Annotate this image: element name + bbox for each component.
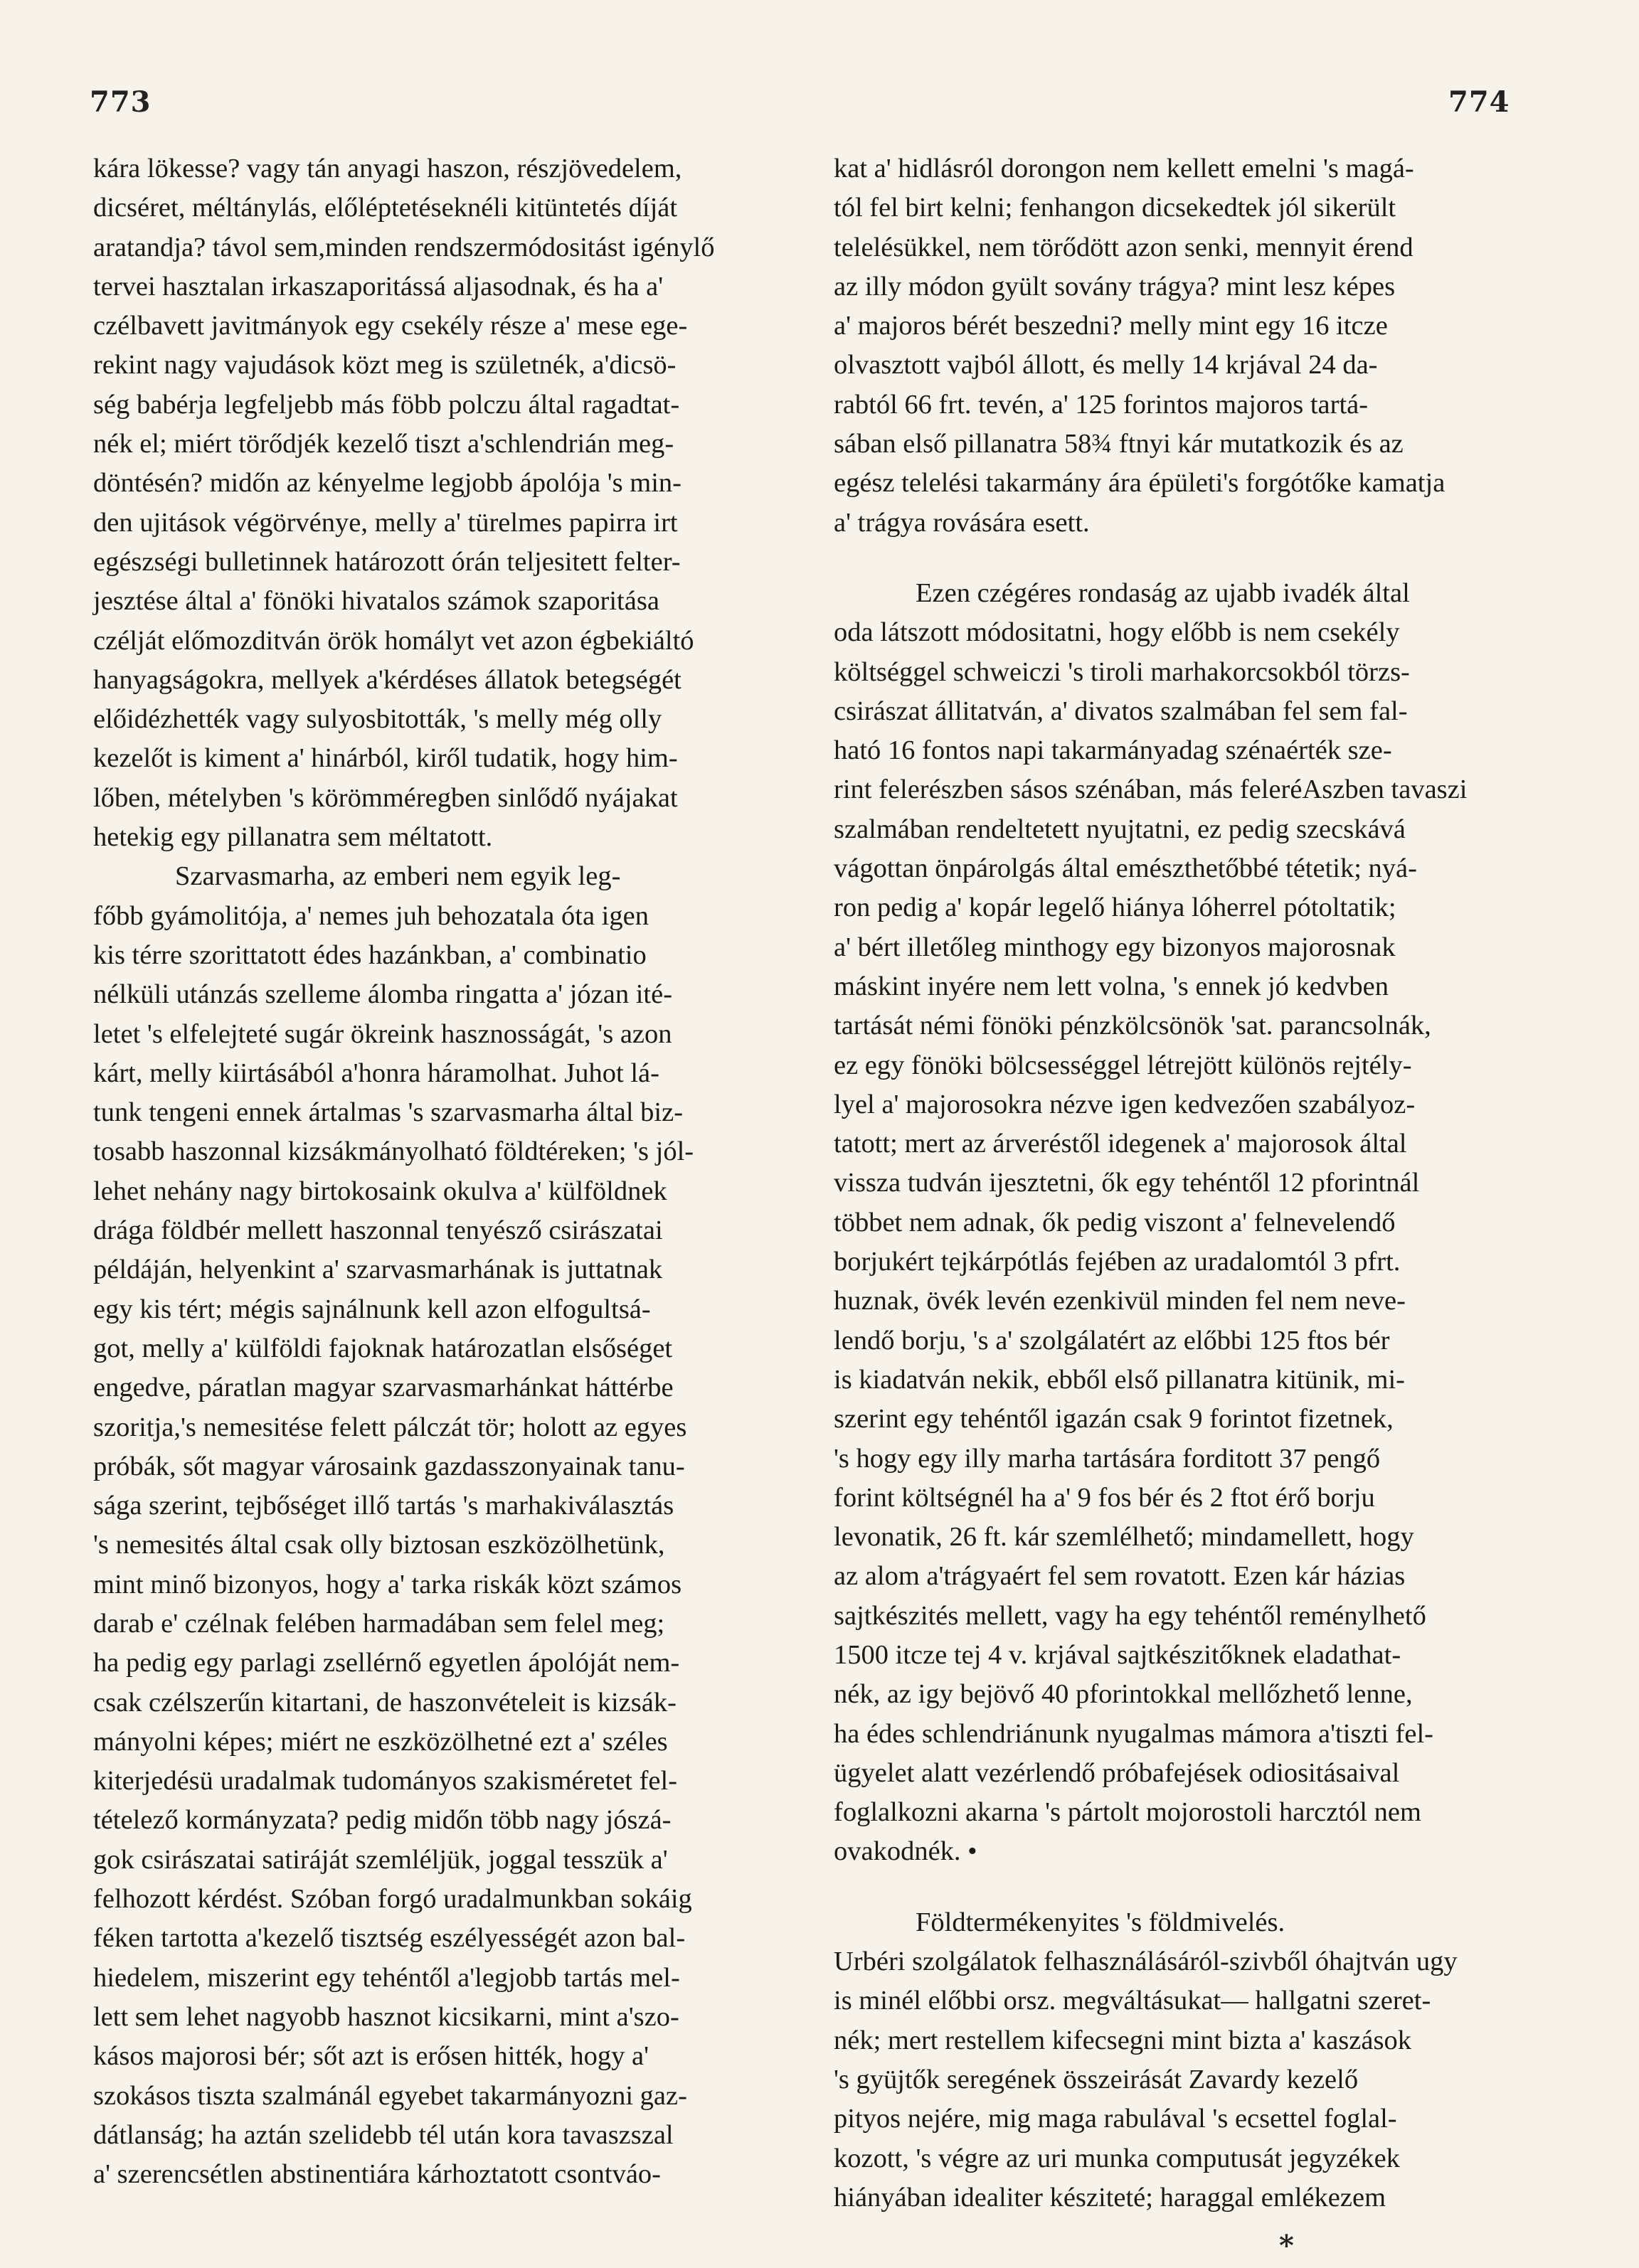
text-line: egész telelési takarmány ára épületi's forgótőke kamatja	[834, 468, 1446, 499]
text-line: tunk tengeni ennek ártalmas 's szarvasmarha által biz-	[93, 1097, 684, 1128]
text-line: egy kis tért; mégis sajnálnunk kell azon elfogultsá-	[93, 1294, 651, 1324]
text-line: a' bért illetőleg minthogy egy bizonyos majorosnak	[834, 932, 1396, 962]
text-line: példáján, helyenkint a' szarvasmarhának is juttatnak	[93, 1255, 663, 1285]
page-number-left: 773	[90, 85, 152, 119]
text-line: előidézhették vagy sulyosbitották, 's melly még olly	[93, 704, 662, 735]
text-line: telelésükkel, nem törődött azon senki, mennyit érend	[834, 232, 1413, 262]
text-line: tételező kormányzata? pedig midőn több nagy jószá-	[93, 1805, 672, 1836]
text-line: forint költségnél ha a' 9 fos bér és 2 ftot érő borju	[834, 1482, 1375, 1513]
text-line: borjukért tejkárpótlás fejében az uradalomtól 3 pfrt.	[834, 1247, 1401, 1277]
text-line: rint felerészben sásos szénában, más feleréAszben tavaszi	[834, 774, 1468, 805]
text-line: az alom a'trágyaért fel sem rovatott. Ezen kár házias	[834, 1561, 1406, 1592]
text-line: ez egy fönöki bölcsességgel létrejött különös rejtély-	[834, 1050, 1412, 1080]
text-line: nék; mert restellem kifecsegni mint bizta a' kaszások	[834, 2025, 1411, 2055]
text-line: főbb gyámolitója, a' nemes juh behozatala óta igen	[93, 900, 649, 931]
text-line: 's gyüjtők seregének összeirását Zavardy kezelő	[834, 2064, 1359, 2094]
text-line: got, melly a' külföldi fajoknak határozatlan elsőséget	[93, 1333, 673, 1363]
text-line: 1500 itcze tej 4 v. krjával sajtkészitőknek eladathat-	[834, 1639, 1401, 1670]
text-line: dicséret, méltánylás, előléptetéseknéli kitüntetés díját	[93, 193, 678, 223]
text-line: költséggel schweiczi 's tiroli marhakorcsokból törzs-	[834, 656, 1410, 687]
text-line: hanyagságokra, mellyek a'kérdéses állatok betegségét	[93, 664, 681, 695]
text-line: lehet nehány nagy birtokosaink okulva a' külföldnek	[93, 1176, 667, 1206]
text-line: máskint inyére nem lett volna, 's ennek jó kedvben	[834, 971, 1389, 1001]
text-line: huznak, övék levén ezenkivül minden fel nem neve-	[834, 1286, 1406, 1316]
text-line: aratandja? távol sem,minden rendszermódositást igénylő	[93, 232, 715, 262]
text-line: lőben, mételyben 's körömméregben sinlődő nyájakat	[93, 782, 678, 813]
text-line: ha pedig egy parlagi zsellérnő egyetlen ápolóját nem-	[93, 1648, 680, 1678]
text-line: ha édes schlendriánunk nyugalmas mámora a'tiszti fel-	[834, 1718, 1433, 1749]
text-line: Ezen czégéres rondaság az ujabb ivadék által	[916, 577, 1410, 608]
text-line: is minél előbbi orsz. megváltásukat— hallgatni szeret-	[834, 1986, 1431, 2016]
text-line: nélküli utánzás szelleme álomba ringatta a' józan ité-	[93, 979, 673, 1010]
signature-mark: *	[1279, 2229, 1294, 2262]
text-line: kozott, 's végre az uri munka computusát jegyzékek	[834, 2143, 1400, 2173]
text-line: Földtermékenyites 's földmivelés.	[916, 1907, 1285, 1937]
text-line: levonatik, 26 ft. kár szemlélhető; mindamellett, hogy	[834, 1522, 1414, 1553]
text-line: drága földbér mellett haszonnal tenyésző csirászatai	[93, 1215, 663, 1246]
text-line: lendő borju, 's a' szolgálatért az előbbi 125 ftos bér	[834, 1325, 1390, 1356]
text-line: nék, az igy bejövő 40 pforintokkal mellőzhető lenne,	[834, 1679, 1413, 1710]
text-line: tosabb haszonnal kizsákmányolható földtéreken; 's jól-	[93, 1136, 694, 1167]
text-line: ovakodnék. •	[834, 1836, 977, 1867]
paragraph	[93, 857, 805, 2194]
text-line: egészségi bulletinnek határozott órán teljesitett felter-	[93, 546, 681, 577]
text-line: vágottan önpárolgás által emészthetőbbé tétetik; nyá-	[834, 853, 1417, 884]
text-line: den ujitások végörvénye, melly a' türelmes papirra irt	[93, 507, 678, 538]
text-line: tatott; mert az árveréstől idegenek a' majorosok által	[834, 1129, 1407, 1159]
text-line: a' szerencsétlen abstinentiára kárhoztatott csontváo-	[93, 2159, 661, 2190]
paragraph	[834, 149, 1545, 543]
text-line: a' majoros bérét beszedni? melly mint egy 16 itcze	[834, 311, 1388, 341]
text-line: szerint egy tehéntől igazán csak 9 forintot fizetnek,	[834, 1404, 1394, 1434]
text-line: kásos majorosi bér; sőt azt is erősen hitték, hogy a'	[93, 2041, 649, 2072]
right-column	[834, 149, 1545, 2218]
text-line: lyel a' majorosokra nézve igen kedvezően szabályoz-	[834, 1089, 1416, 1119]
text-line: a' trágya rovására esett.	[834, 507, 1090, 538]
text-line: oda látszott módositatni, hogy előbb is nem csekély	[834, 617, 1400, 648]
text-line: kezelőt is kiment a' hinárból, kiről tudatik, hogy him-	[93, 743, 678, 774]
text-line: kárt, melly kiirtásából a'honra háramolhat. Juhot lá-	[93, 1058, 659, 1088]
text-line: letet 's elfelejteté sugár ökreink hasznosságát, 's azon	[93, 1018, 672, 1049]
text-line: többet nem adnak, ők pedig viszont a' felnevelendő	[834, 1207, 1396, 1237]
text-line: tól fel birt kelni; fenhangon dicsekedtek jól sikerült	[834, 193, 1396, 223]
text-line: jesztése által a' fönöki hivatalos számok szaporitása	[93, 586, 659, 617]
text-line: sában első pillanatra 58¾ ftnyi kár mutatkozik és az	[834, 429, 1404, 459]
text-line: Szarvasmarha, az emberi nem egyik leg-	[175, 861, 621, 892]
text-line: pityos nejére, mig maga rabulával 's ecsettel foglal-	[834, 2104, 1397, 2134]
text-line: dátlanság; ha aztán szelidebb tél után kora tavaszszal	[93, 2119, 674, 2150]
text-line: féken tartotta a'kezelő tisztség eszélyességét azon bal-	[93, 1923, 686, 1954]
text-line: szokásos tiszta szalmánál egyebet takarmányozni gaz-	[93, 2080, 687, 2111]
text-line: gok csirászatai satiráját szemléljük, joggal tesszük a'	[93, 1844, 668, 1875]
text-line: mányolni képes; miért ne eszközölhetné ezt a' széles	[93, 1726, 668, 1757]
text-line: hiedelem, miszerint egy tehéntől a'legjobb tartás mel-	[93, 1962, 680, 1993]
text-line: szoritja,'s nemesitése felett pálczát tör; holott az egyes	[93, 1412, 687, 1442]
paragraph	[834, 1903, 1545, 2218]
text-line: felhozott kérdést. Szóban forgó uradalmunkban sokáig	[93, 1884, 692, 1915]
text-line: hiányában idealiter késziteté; haraggal emlékezem	[834, 2182, 1386, 2213]
text-line: lett sem lehet nagyobb hasznot kicsikarni, mint a'szo-	[93, 2001, 679, 2032]
text-line: csak czélszerűn kitartani, de haszonvételeit is kizsák-	[93, 1687, 677, 1718]
text-line: kiterjedésü uradalmak tudományos szakisméretet fel-	[93, 1766, 678, 1796]
text-line: rabtól 66 frt. tevén, a' 125 forintos majoros tartá-	[834, 389, 1369, 420]
text-line: is kiadatván nekik, ebből első pillanatra kitünik, mi-	[834, 1364, 1405, 1395]
page-number-right: 774	[1448, 85, 1510, 119]
text-line: hetekig egy pillanatra sem méltatott.	[93, 822, 493, 853]
text-line: szalmában rendeltetett nyujtatni, ez pedig szecskává	[834, 814, 1406, 844]
text-line: ség babérja legfeljebb más föbb polczu által ragadtat-	[93, 389, 680, 420]
text-line: czélbavett javitmányok egy csekély része a' mese ege-	[93, 311, 688, 341]
text-line: ron pedig a' kopár legelő hiánya lóherrel pótoltatik;	[834, 893, 1396, 923]
paragraph	[93, 149, 805, 857]
text-line: foglalkozni akarna 's pártolt mojorostoli harcztól nem	[834, 1797, 1421, 1828]
text-line: darab e' czélnak felében harmadában sem felel meg;	[93, 1608, 665, 1639]
text-line: ügyelet alatt vezérlendő próbafejések odiositásaival	[834, 1757, 1400, 1788]
text-line: kat a' hidlásról dorongon nem kellett emelni 's magá-	[834, 154, 1414, 183]
text-line: kára lökesse? vagy tán anyagi haszon, részjövedelem,	[93, 154, 682, 183]
left-column	[93, 149, 805, 2194]
text-line: az illy módon gyült sovány trágya? mint lesz képes	[834, 271, 1396, 302]
text-line: engedve, páratlan magyar szarvasmarhánkat háttérbe	[93, 1373, 674, 1403]
text-line: olvasztott vajból állott, és melly 14 krjával 24 da-	[834, 350, 1378, 380]
text-line: czélját előmozditván örök homályt vet azon égbekiáltó	[93, 625, 694, 656]
paragraph	[834, 574, 1545, 1872]
text-line: mint minő bizonyos, hogy a' tarka riskák közt számos	[93, 1569, 682, 1599]
text-line: 's nemesités által csak olly biztosan eszközölhetünk,	[93, 1530, 665, 1560]
text-line: ható 16 fontos napi takarmányadag szénaérték sze-	[834, 735, 1392, 766]
text-line: Urbéri szolgálatok felhasználásáról-szivből óhajtván ugy	[834, 1947, 1458, 1977]
text-line: vissza tudván ijesztetni, ők egy tehéntől 12 pforintnál	[834, 1168, 1420, 1198]
text-line: nék el; miért törődjék kezelő tiszt a'schlendrián meg-	[93, 429, 674, 459]
text-line: sága szerint, tejbőséget illő tartás 's marhakiválasztás	[93, 1491, 674, 1521]
text-line: rekint nagy vajudások közt meg is születnék, a'dicsö-	[93, 350, 677, 380]
text-line: kis térre szorittatott édes hazánkban, a' combinatio	[93, 939, 647, 970]
text-line: csirászat állitatván, a' divatos szalmában fel sem fal-	[834, 696, 1408, 726]
text-line: sajtkészités mellett, vagy ha egy tehéntől reménylhető	[834, 1600, 1426, 1631]
text-line: próbák, sőt magyar városaink gazdasszonyainak tanu-	[93, 1451, 685, 1481]
text-line: tervei hasztalan irkaszaporitássá aljasodnak, és ha a'	[93, 271, 664, 302]
text-line: döntésén? midőn az kényelme legjobb ápolója 's min-	[93, 468, 681, 499]
text-line: 's hogy egy illy marha tartására forditott 37 pengő	[834, 1443, 1381, 1474]
text-line: tartását némi fönöki pénzkölcsönök 'sat. parancsolnák,	[834, 1011, 1431, 1041]
